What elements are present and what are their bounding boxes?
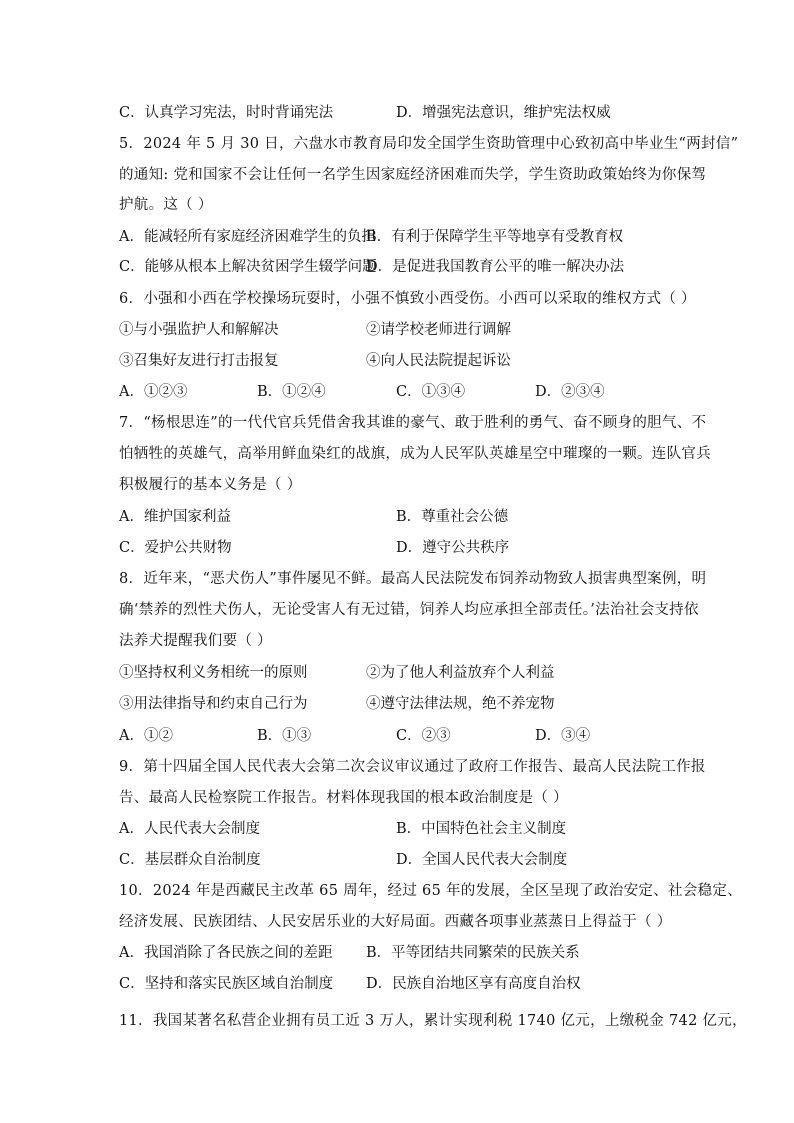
- q10-stem-line-2: 经济发展、民族团结、人民安居乐业的大好局面。西藏各项事业蒸蒸日上得益于（ ）: [119, 914, 672, 930]
- q9-option-c: C．基层群众自治制度: [119, 852, 261, 868]
- q5-stem-line-2: 的通知: 党和国家不会让任何一名学生因家庭经济困难而失学，学生资助政策始终为你保驾: [119, 167, 707, 183]
- q10-option-c: C．坚持和落实民族区域自治制度: [119, 976, 334, 992]
- q7-option-b: B．尊重社会公德: [396, 509, 509, 525]
- q6-stem: 6．小强和小西在学校操场玩耍时，小强不慎致小西受伤。小西可以采取的维权方式（ ）: [119, 291, 696, 307]
- q8-option-a: A．①②: [119, 728, 173, 744]
- q6-option-d: D．②③④: [535, 384, 605, 400]
- q6-option-c: C．①③④: [396, 384, 466, 400]
- q5-option-b: B．有利于保障学生平等地享有受教育权: [366, 229, 624, 245]
- q7-option-c: C．爱护公共财物: [119, 540, 232, 556]
- q7-stem-line-1: 7．“杨根思连”的一代代官兵凭借舍我其谁的豪气、敢于胜利的勇气、奋不顾身的胆气、不: [119, 415, 707, 431]
- q8-item-3: ③用法律指导和约束自己行为: [119, 696, 308, 712]
- q9-option-d: D．全国人民代表大会制度: [396, 852, 568, 868]
- q5-option-c: C．能够从根本上解决贫困学生辍学问题: [119, 259, 377, 275]
- q6-item-2: ②请学校老师进行调解: [366, 322, 511, 338]
- q7-stem-line-2: 怕牺牲的英雄气，高举用鲜血染红的战旗，成为人民军队英雄星空中璀璨的一颗。连队官兵: [119, 446, 711, 462]
- q8-item-1: ①坚持权利义务相统一的原则: [119, 665, 308, 681]
- q11-stem-line-1: 11．我国某著名私营企业拥有员工近 3 万人，累计实现利税 1740 亿元，上缴税金 742 亿元，: [119, 1013, 747, 1029]
- q8-item-4: ④遵守法律法规，绝不养宠物: [366, 696, 555, 712]
- q10-option-a: A．我国消除了各民族之间的差距: [119, 945, 333, 961]
- q6-item-1: ①与小强监护人和解解决: [119, 322, 279, 338]
- q5-stem-line-3: 护航。这（ ）: [119, 197, 213, 213]
- q7-option-d: D．遵守公共秩序: [396, 540, 510, 556]
- q8-option-c: C．②③: [396, 728, 451, 744]
- q8-item-2: ②为了他人利益放弃个人利益: [366, 665, 555, 681]
- q10-option-b: B．平等团结共同繁荣的民族关系: [366, 945, 580, 961]
- q9-option-b: B．中国特色社会主义制度: [396, 821, 567, 837]
- q8-option-b: B．①③: [257, 728, 312, 744]
- q7-option-a: A．维护国家利益: [119, 509, 231, 525]
- q6-item-4: ④向人民法院提起诉讼: [366, 353, 511, 369]
- q5-stem-line-1: 5．2024 年 5 月 30 日，六盘水市教育局印发全国学生资助管理中心致初高中毕业生“两封信”: [119, 136, 739, 152]
- q5-option-d: D．是促进我国教育公平的唯一解决办法: [366, 259, 625, 275]
- q7-stem-line-3: 积极履行的基本义务是（ ）: [119, 477, 302, 493]
- q8-stem-line-2: 确‘禁养的烈性犬伤人，无论受害人有无过错，饲养人均应承担全部责任。’法治社会支持依: [119, 602, 699, 618]
- q5-option-a: A．能减轻所有家庭经济困难学生的负担: [119, 229, 376, 245]
- q8-option-d: D．③④: [535, 728, 591, 744]
- q4-option-c: C．认真学习宪法，时时背诵宪法: [119, 105, 334, 121]
- q6-item-3: ③召集好友进行打击报复: [119, 353, 279, 369]
- q6-option-b: B．①②④: [257, 384, 326, 400]
- q9-stem-line-2: 告、最高人民检察院工作报告。材料体现我国的根本政治制度是（ ）: [119, 790, 568, 806]
- q4-option-d: D．增强宪法意识，维护宪法权威: [396, 105, 611, 121]
- q6-option-a: A．①②③: [119, 384, 188, 400]
- q10-stem-line-1: 10．2024 年是西藏民主改革 65 周年，经过 65 年的发展，全区呈现了政治安定、社会稳定、: [119, 883, 742, 899]
- q10-option-d: D．民族自治地区享有高度自治权: [366, 976, 581, 992]
- q9-option-a: A．人民代表大会制度: [119, 821, 260, 837]
- q9-stem-line-1: 9．第十四届全国人民代表大会第二次会议审议通过了政府工作报告、最高人民法院工作报: [119, 759, 706, 775]
- q8-stem-line-1: 8．近年来，“恶犬伤人”事件屡见不鲜。最高人民法院发布饲养动物致人损害典型案例，明: [119, 571, 707, 587]
- q8-stem-line-3: 法养犬提醒我们要（ ）: [119, 633, 272, 649]
